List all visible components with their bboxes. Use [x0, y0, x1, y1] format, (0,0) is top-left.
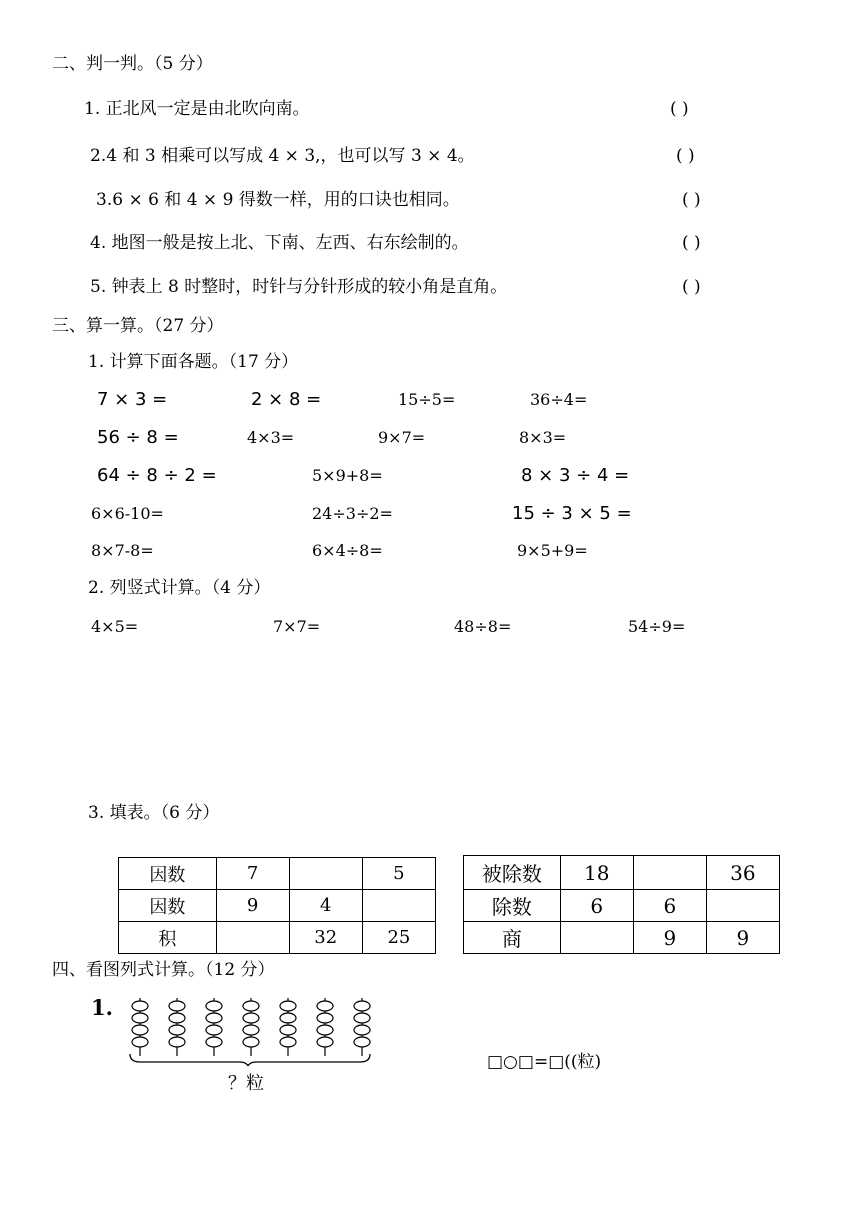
factor-table	[118, 857, 436, 954]
table-row	[119, 858, 436, 890]
bead	[132, 1025, 148, 1035]
calc-r5-c2: 6×4÷8=	[312, 541, 383, 560]
table-cell: 9	[633, 922, 706, 954]
bead	[354, 1013, 370, 1023]
bead	[243, 1025, 259, 1035]
judge-item-3: 3.6 × 6 和 4 × 9 得数一样，用的口诀也相同。	[96, 190, 460, 210]
table-cell: 9	[706, 922, 779, 954]
picture-answer-template[interactable]: □○□=□((粒)	[487, 1052, 602, 1072]
table-cell: 5	[362, 858, 435, 890]
judge-answer-5[interactable]: ( )	[682, 277, 701, 297]
bead	[169, 1001, 185, 1011]
bead	[243, 1013, 259, 1023]
table-cell: 9	[216, 890, 289, 922]
judge-item-2: 2.4 和 3 相乘可以写成 4 × 3,，也可以写 3 × 4。	[90, 146, 475, 166]
calc-r1-c2: 2 × 8 =	[251, 389, 322, 410]
vertical-4: 54÷9=	[628, 617, 686, 636]
bead	[280, 1025, 296, 1035]
table-cell[interactable]	[289, 858, 362, 890]
calc-r3-c3: 8 × 3 ÷ 4 =	[521, 465, 630, 486]
vertical-3: 48÷8=	[454, 617, 512, 636]
calc-r2-c4: 8×3=	[519, 428, 567, 447]
bead	[317, 1001, 333, 1011]
calc-r5-c1: 8×7-8=	[91, 541, 154, 560]
calc-sub2-title: 2. 列竖式计算。（4 分）	[88, 578, 271, 598]
judge-item-1: 1. 正北风一定是由北吹向南。	[84, 99, 310, 119]
bead-string	[243, 998, 259, 1056]
table-cell: 32	[289, 922, 362, 954]
table-cell: 7	[216, 858, 289, 890]
bead-string	[354, 998, 370, 1056]
table-row	[119, 922, 436, 954]
table-cell: 18	[560, 856, 633, 890]
judge-item-4: 4. 地图一般是按上北、下南、左西、右东绘制的。	[90, 233, 469, 253]
calc-r2-c3: 9×7=	[378, 428, 426, 447]
bead	[354, 1025, 370, 1035]
bead-string	[317, 998, 333, 1056]
bead-string	[206, 998, 222, 1056]
bead-strings-figure	[124, 996, 380, 1066]
table-row	[464, 890, 780, 922]
table-cell: 6	[633, 890, 706, 922]
calc-r3-c1: 64 ÷ 8 ÷ 2 =	[97, 465, 217, 486]
calc-r5-c3: 9×5+9=	[517, 541, 588, 560]
division-table	[463, 855, 780, 954]
calc-r3-c2: 5×9+8=	[312, 466, 383, 485]
picture-caption: ？粒	[228, 1073, 264, 1094]
table-cell: 被除数	[464, 856, 561, 890]
table-cell: 积	[119, 922, 217, 954]
table-cell: 因数	[119, 890, 217, 922]
table-cell: 4	[289, 890, 362, 922]
bead	[132, 1013, 148, 1023]
judge-answer-1[interactable]: ( )	[670, 99, 689, 119]
bead	[280, 1001, 296, 1011]
calc-r4-c3: 15 ÷ 3 × 5 =	[512, 503, 632, 524]
table-cell: 25	[362, 922, 435, 954]
judge-item-5: 5. 钟表上 8 时整时，时针与分针形成的较小角是直角。	[90, 277, 508, 297]
calc-r2-c1: 56 ÷ 8 =	[97, 427, 179, 448]
bead	[206, 1025, 222, 1035]
bead	[354, 1037, 370, 1047]
curly-brace	[130, 1054, 370, 1066]
table-cell: 36	[706, 856, 779, 890]
bead	[243, 1001, 259, 1011]
vertical-2: 7×7=	[273, 617, 321, 636]
bead	[317, 1025, 333, 1035]
table-cell[interactable]	[216, 922, 289, 954]
calc-r4-c2: 24÷3÷2=	[312, 504, 393, 523]
calc-r1-c1: 7 × 3 =	[97, 389, 168, 410]
bead	[169, 1025, 185, 1035]
calc-r2-c2: 4×3=	[247, 428, 295, 447]
bead	[206, 1037, 222, 1047]
bead	[280, 1037, 296, 1047]
bead	[169, 1037, 185, 1047]
calc-r1-c3: 15÷5=	[398, 390, 456, 409]
section-picture-title: 四、看图列式计算。（12 分）	[52, 960, 275, 980]
calc-r1-c4: 36÷4=	[530, 390, 588, 409]
table-cell[interactable]	[706, 890, 779, 922]
bead	[132, 1001, 148, 1011]
judge-answer-2[interactable]: ( )	[676, 146, 695, 166]
bead	[317, 1037, 333, 1047]
table-cell: 除数	[464, 890, 561, 922]
vertical-1: 4×5=	[91, 617, 139, 636]
bead	[354, 1001, 370, 1011]
bead	[206, 1001, 222, 1011]
judge-answer-3[interactable]: ( )	[682, 190, 701, 210]
table-cell: 因数	[119, 858, 217, 890]
table-row	[464, 922, 780, 954]
calc-sub1-title: 1. 计算下面各题。（17 分）	[88, 352, 299, 372]
bead	[317, 1013, 333, 1023]
judge-answer-4[interactable]: ( )	[682, 233, 701, 253]
bead-string	[280, 998, 296, 1056]
picture-question-number: 1.	[91, 995, 113, 1020]
bead	[243, 1037, 259, 1047]
table-cell[interactable]	[560, 922, 633, 954]
bead	[206, 1013, 222, 1023]
section-calc-title: 三、算一算。（27 分）	[52, 316, 224, 336]
bead-string	[169, 998, 185, 1056]
table-cell: 6	[560, 890, 633, 922]
table-row	[464, 856, 780, 890]
table-cell[interactable]	[362, 890, 435, 922]
section-judge-title: 二、判一判。（5 分）	[52, 54, 213, 74]
table-cell[interactable]	[633, 856, 706, 890]
bead	[132, 1037, 148, 1047]
calc-r4-c1: 6×6-10=	[91, 504, 164, 523]
bead-string	[132, 998, 148, 1056]
bead	[169, 1013, 185, 1023]
bead	[280, 1013, 296, 1023]
table-row	[119, 890, 436, 922]
calc-sub3-title: 3. 填表。（6 分）	[88, 803, 220, 823]
table-cell: 商	[464, 922, 561, 954]
